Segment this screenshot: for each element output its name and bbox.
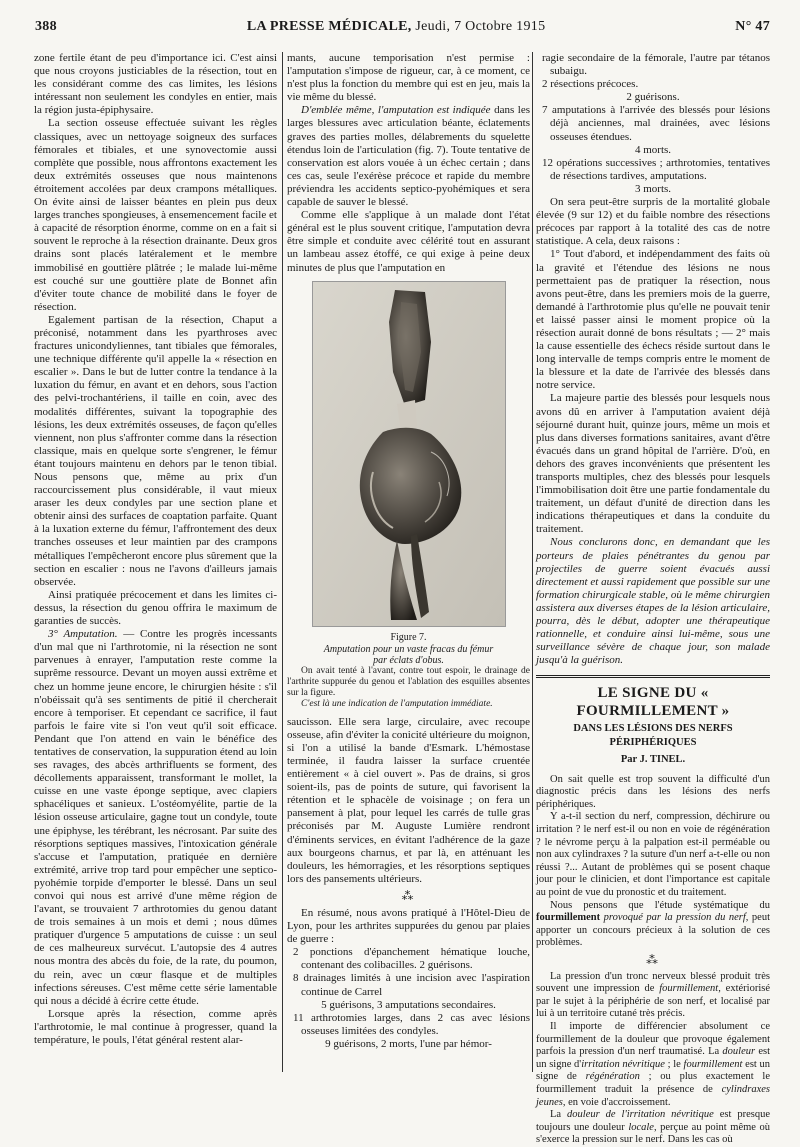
journal-name: LA PRESSE MÉDICALE,	[246, 19, 412, 34]
list-item: 2 résections précoces.	[542, 78, 639, 91]
text-run: La pression d'un tronc nerveux blessé produit très souvent une impression de	[536, 970, 770, 995]
section-heading: 3° Amputation.	[48, 628, 118, 641]
text-run: Nous pensons que l'étude systématique du	[550, 899, 770, 911]
paragraph: mants, aucune temporisation n'est permise : l'amputation s'impose de rigueur, car, à ce moment, ce n'est plus la fonction du membre qui est en jeu, mais la vie même du blessé.	[287, 52, 530, 104]
page-header	[35, 19, 770, 39]
paragraph: On sera peut-être surpris de la mortalité globale élevée (9 sur 12) et du faible nombre des résections précoces par rapport à la totalité des cas de notre statistique. A cela, deux raisons :	[536, 196, 770, 248]
figure-note: On avait tenté à l'avant, contre tout espoir, le drainage de l'arthrite suppurée du genou et l'ablation des esquilles absentes sur la figure.	[287, 665, 530, 698]
italic-term: douleur de l'irritation névritique	[567, 1109, 714, 1121]
text-run: ; le	[664, 1058, 684, 1070]
article-divider	[536, 675, 770, 678]
paragraph: La majeure partie des blessés pour lesquels nous avons dû en arriver à l'amputation avaient déjà séjourné durant huit, quinze jours, même un mois et plus dans diverses formations sanitaires, avant d'être évacués dans un grand hôpital de l'arrière. D'où, en dehors des graves inconvénients que présentent les transports multiples, chez des blessés pour lesquels l'immobilisation doit être une partie fondamentale du traitement, un défaut d'unité de direction dans les indications thérapeutiques et dans la conduite du traitement.	[536, 392, 770, 536]
italic-term: irritation névritique	[581, 1058, 665, 1070]
text-run: , extériorisé par le sujet à la périphérie de son nerf, et localisé par lui à un territoire cutané très précis.	[536, 983, 770, 1020]
article-title: LE SIGNE DU « FOURMILLEMENT »	[576, 685, 730, 720]
list-item: 11 arthrotomies larges, dans 2 cas avec lésions osseuses limitées des condyles.	[293, 1011, 530, 1037]
italic-term: locale	[628, 1121, 654, 1133]
paragraph: 1° Tout d'abord, et indépendamment des faits où la gravité et l'étendue des lésions ne nous permettaient pas de pratiquer la résection, nous avons peut-être, dans les premiers mois de la guerre, demandé à l'arthrotomie plus qu'elle ne pouvait tenir et laissé passer ainsi le moment propice où la résection aurait donné de bons résultats ; — 2° mais la cause essentielle des échecs réside surtout dans le long intervalle de temps compris entre le moment de la blessure et la date de l'arrivée des blessés dans notre service.	[536, 248, 770, 392]
paragraph: Y a-t-il section du nerf, compression, déchirure ou irritation ? le nerf est-il ou non en voie de régénération ? le névrome perçu à la palpation est-il perméable ou non aux cylindraxes ? la suture d'un nerf a-t-elle ou non réussi ?... Autant de problèmes qui se posent chaque jour pour le clinicien, et dont l'importance est capitale au point de vue du pronostic et du traitement.	[536, 811, 770, 899]
italic-term: cylindraxes jeunes	[536, 1083, 770, 1108]
list-item-result: 5 guérisons, 3 amputations secondaires.	[321, 998, 496, 1011]
article-body	[536, 774, 770, 1147]
paragraph	[536, 971, 770, 1021]
results-list	[287, 946, 530, 1051]
amputated-leg-photo	[313, 282, 505, 626]
paragraph	[536, 1021, 770, 1109]
paragraph: Ainsi pratiquée précocement et dans les limites ci-dessus, la résection du genou offrira le maximum de garanties de succès.	[34, 588, 277, 628]
text-run: ; ou plus exactement le fourmillement traduit la présence de	[536, 1071, 770, 1095]
text-run: peut apporter un concours précieux à la solution de ces problèmes.	[536, 912, 770, 949]
list-item-result: 2 guérisons.	[626, 91, 680, 104]
list-item-result: 4 morts.	[634, 143, 672, 156]
column-divider	[532, 52, 533, 1072]
emphasis: D'emblée même, l'amputation est indiquée	[301, 104, 491, 117]
paragraph	[536, 1109, 770, 1147]
italic-term: régénération	[585, 1071, 640, 1083]
text-run: est un signe de	[536, 1058, 771, 1083]
text-run: est presque toujours une douleur	[536, 1109, 770, 1133]
list-item: 12 opérations successives ; arthrotomies, tentatives de résections tardives, amputations.	[542, 156, 770, 182]
italic-term: provoqué par la pression du nerf,	[600, 912, 749, 924]
column-3	[536, 52, 771, 1146]
list-item: 2 ponctions d'épanchement hématique louche, contenant des colibacilles. 2 guérisons.	[293, 946, 530, 972]
issue-date: Jeudi, 7 Octobre 1915	[415, 19, 546, 34]
issue-number: N° 47	[735, 19, 770, 34]
list-item: 8 drainages limités à une incision avec l'aspiration continue de Carrel	[293, 972, 530, 998]
figure-caption-line1: Amputation pour un vaste fracas du fémur	[323, 643, 494, 655]
conclusion-paragraph: Nous conclurons donc, en demandant que les porteurs de plaies pénétrantes du genou par projectiles de guerre soient évacués aussi directement et aussi rapidement que possible sur une formation chirurgicale stable, où le même chirurgien assistera aux diverses étapes de la lésion articulaire, pourra, dès le début, adopter une thérapeutique rationnelle, et conduire ainsi lui-même, sous une surveillance sévère de chaque jour, son malade jusqu'à la guérison.	[536, 536, 770, 667]
figure-caption-line2: par éclats d'obus.	[373, 654, 444, 666]
paragraph: Egalement partisan de la résection, Chaput a préconisé, notamment dans les pyarthroses avec fractures unicondyliennes, tant tibiales que fémorales, une technique différente qu'il appelle la « résection en escalier ». Dans le but de lutter contre la tendance à la luxation du fémur, en avant et en dehors, sous l'action des pelvi-trochantériens, il taille en coin, avec des modalités différentes, suivant la topographie des lésions, les deux extrémités osseuses, de façon qu'elles viennent, non plus s'affronter comme dans la résection classique, mais en quelque sorte s'engrener, le fémur étant toujours maintenu en dehors par le tenon tibial. Nous pensons que, même au prix d'un raccourcissement plus considérable, il vaut mieux araser les deux condyles par une section plane et obtenir ainsi des surfaces de coaptation parfaite. Quant à la luxation externe du fémur, l'affrontement des deux tranches osseuses et leur maintien par des crampons métalliques l'empêcheront encore plus sûrement que la section en escalier : nous ne l'avons d'ailleurs jamais observée.	[34, 313, 277, 588]
list-item-result: 9 guérisons, 2 morts, l'une par hémor-	[325, 1037, 492, 1050]
paragraph-text: dans les larges blessures avec articulation béante, éclatements graves des parties molles, délabrements du squelette étendus loin de l'articulation (fig. 7). Toute tentative de conservation est alors vouée à un échec certain ; dans ces cas, seule l'exérèse précoce et rapide du membre préviendra les accidents septico-pyohémiques et sera capable de sauver le blessé.	[287, 104, 530, 209]
section-separator: ⁂	[646, 953, 660, 967]
paragraph-text: — Contre les progrès incessants d'un mal que ni l'arthrotomie, ni la résection ne sont parvenues à enrayer, l'amputation reste comme la suprême ressource. Devant un moyen aussi extrême et chez un homme jeune encore, le chirurgien hésite : s'il n'obéissait qu'à ses sentiments de pitié il chercherait encore à temporiser. Et cependant ce sacrifice, il faut parfois le faire vite si l'on veut qu'il soit efficace. Pendant que l'on attend en vain le bénéfice des tentatives de conservation, la suppuration étend au loin ses ravages, des abcès arthrifluents se forment, des décollements apparaissent, transformant le mollet, la cuisse en une vaste éponge septique, avec clapiers sphacéliques et sanieux. L'ostéomyélite, partie de la lésion osseuse articulaire, gagne tout un condyle, toute une épiphyse, les térébrant, les nécrosant. Par suite des résorptions septiques massives, l'intoxication générale s'accuse et l'amputation, pratiquée en dernière extrémité, arrive trop tard pour empêcher une septico-pyohémie torpide d'emporter le blessé. Dans un seul convoi qui nous est arrivé d'une même région de l'avant, se trouvaient 7 arthrotomies du genou datant de trois semaines à un mois et demi ; nous dûmes pratiquer d'urgence 5 amputations de cuisse : un seul de ces malheureux survécut. L'autopsie des 4 autres nous montra des abcès du foie, de la rate, du poumon, du rein, avec un cœur flasque et de multiples infections séreuses. C'est même cette série lamentable qui nous a décidé à écrire cette étude.	[34, 628, 277, 1007]
column-1	[34, 52, 277, 1080]
paragraph: Lorsque après la résection, comme après l'arthrotomie, le mal continue à progresser, quand la température, le pouls, l'état général restent alar-	[34, 1007, 277, 1047]
paragraph: zone fertile étant de peu d'importance ici. C'est ainsi que nous croyons justiciables de la résection, tout en les considérant comme des cas limites, les lésions intéressant non seulement les condyles en entier, mais la région justa-épiphysaire.	[34, 52, 277, 117]
text-run: Il importe de différencier absolument ce fourmillement de la douleur que provoque également parfois la pression d'un nerf traumatisé. La	[536, 1020, 770, 1058]
column-divider	[282, 52, 283, 1072]
paragraph: Comme elle s'applique à un malade dont l'état général est le plus souvent critique, l'amputation devra être simple et conduite avec célérité tout en assurant un lambeau assez étoffé, ce qui exige à peine deux minutes de plus que l'amputation en	[287, 209, 530, 274]
paragraph: En résumé, nous avons pratiqué à l'Hôtel-Dieu de Lyon, pour les arthrites suppurées du genou par plaies de guerre :	[287, 907, 530, 946]
article-author: Par J. TINEL.	[620, 753, 686, 765]
list-item-result: 3 morts.	[634, 182, 672, 195]
text-run: , en voie d'accroissement.	[562, 1096, 671, 1108]
article-subtitle: DANS LES LÉSIONS DES NERFS PÉRIPHÉRIQUES	[573, 723, 733, 748]
text-run: est un signe d'	[536, 1046, 770, 1070]
paragraph: saucisson. Elle sera large, circulaire, avec recoupe osseuse, afin d'éviter la conicité ultérieure du moignon, si l'on a utilisé la bande d'Esmark. L'hémostase terminée, il faudra laisser la surface cruentée entièrement « à ciel ouvert ». Pas de drains, si gros soient-ils, pas de points de suture, qui favorisent la rétention et le sphacèle de voisinage ; on fera un pansement à plat, pour lequel les carrés de tulle gras préconisés par M. Auguste Lumière rendront d'éminents services, en évitant l'adhérence de la gaze aux bourgeons charnus, et par là, en atténuant les douleurs, les hémorragies, et les résorptions septiques lors des pansements ultérieurs.	[287, 715, 530, 885]
bold-term: fourmillement	[536, 912, 601, 924]
text-run: La	[550, 1109, 568, 1121]
paragraph	[536, 900, 770, 950]
paragraph: La section osseuse effectuée suivant les règles classiques, avec un nettoyage soigneux des surfaces fémorales et tibiales, et une synovectomie aussi complète que possible, nous affrontons exactement les deux extrémités osseuses que nous maintenons étroitement accolées par deux crampons métalliques. On évite ainsi de laisser béantes en plein pus deux larges tranches spongieuses, à ensemencement facile et à capacité de résorption énorme, comme on en a fait si souvent le reproche à la résection drainante. Deux gros drains sont placés latéralement et le membre immobilisé en gouttière plâtrée ; le malade lui-même est couché sur une gouttière plate de Bonnet afin d'éviter toute chance de mobilité dans le foyer de résection.	[34, 117, 277, 313]
italic-term: fourmillement	[659, 983, 719, 995]
paragraph: On sait quelle est trop souvent la difficulté d'un diagnostic précis dans les lésions des nerfs périphériques.	[536, 773, 770, 810]
list-item: ragie secondaire de la fémorale, l'autre par tétanos subaigu.	[542, 52, 770, 78]
paragraph	[287, 104, 530, 209]
page-number: 388	[35, 19, 57, 34]
results-list-continued	[536, 52, 770, 196]
figure-7-photo	[312, 281, 506, 627]
journal-masthead	[247, 19, 546, 35]
italic-term: fourmillement	[683, 1058, 743, 1070]
italic-term: douleur	[722, 1046, 756, 1058]
column-2	[287, 52, 530, 1080]
figure-number: Figure 7.	[390, 631, 427, 643]
text-run: , perçue au point même où s'exerce la pression sur le nerf. Dans les cas où	[536, 1121, 770, 1146]
paragraph	[34, 628, 277, 1008]
list-item: 7 amputations à l'arrivée des blessés pour lésions déjà anciennes, mal drainées, avec lésions osseuses étendues.	[542, 104, 770, 143]
section-separator: ⁂	[401, 888, 416, 903]
figure-note-italic: C'est là une indication de l'amputation immédiate.	[301, 698, 493, 709]
